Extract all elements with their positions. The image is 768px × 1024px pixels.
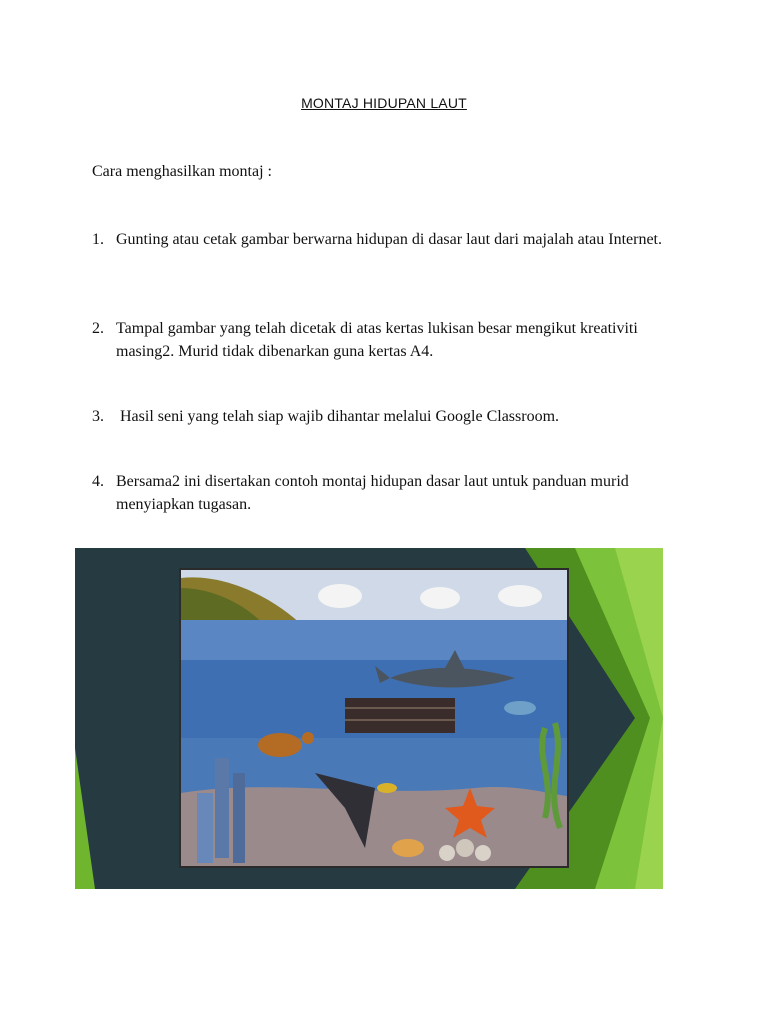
step-number: 1.: [92, 231, 104, 248]
cloud: [420, 587, 460, 609]
step-number: 2.: [92, 320, 104, 337]
page-title: MONTAJ HIDUPAN LAUT: [301, 95, 467, 111]
step-text: Gunting atau cetak gambar berwarna hidupan di dasar laut dari majalah atau Internet.: [116, 231, 662, 248]
list-item: [92, 228, 692, 251]
step-text: Hasil seni yang telah siap wajib dihantar melalui Google Classroom.: [116, 408, 560, 425]
list-item: [92, 405, 692, 428]
montage-illustration: [75, 548, 663, 889]
shell-icon: [475, 845, 491, 861]
step-text: Tampal gambar yang telah dicetak di atas kertas lukisan besar mengikut kreativiti masing2. Murid tidak dibenarkan guna kertas A4.: [116, 320, 638, 360]
turtle-icon: [258, 733, 302, 757]
step-number: 3.: [92, 408, 104, 425]
painting-sea-surface: [181, 620, 567, 660]
step-text: Bersama2 ini disertakan contoh montaj hidupan dasar laut untuk panduan murid menyiapkan tugasan.: [116, 473, 629, 513]
fish-icon: [504, 701, 536, 715]
shipwreck: [345, 698, 455, 733]
list-item: [92, 317, 692, 363]
coral-icon: [215, 758, 229, 858]
shell-icon: [456, 839, 474, 857]
intro-text: Cara menghasilkan montaj :: [92, 163, 272, 180]
shell-icon: [439, 845, 455, 861]
sea-life-montage-image: [75, 548, 663, 889]
cloud: [318, 584, 362, 608]
step-number: 4.: [92, 473, 104, 490]
fish-icon: [377, 783, 397, 793]
crab-icon: [392, 839, 424, 857]
list-item: [92, 470, 692, 516]
cloud: [498, 585, 542, 607]
